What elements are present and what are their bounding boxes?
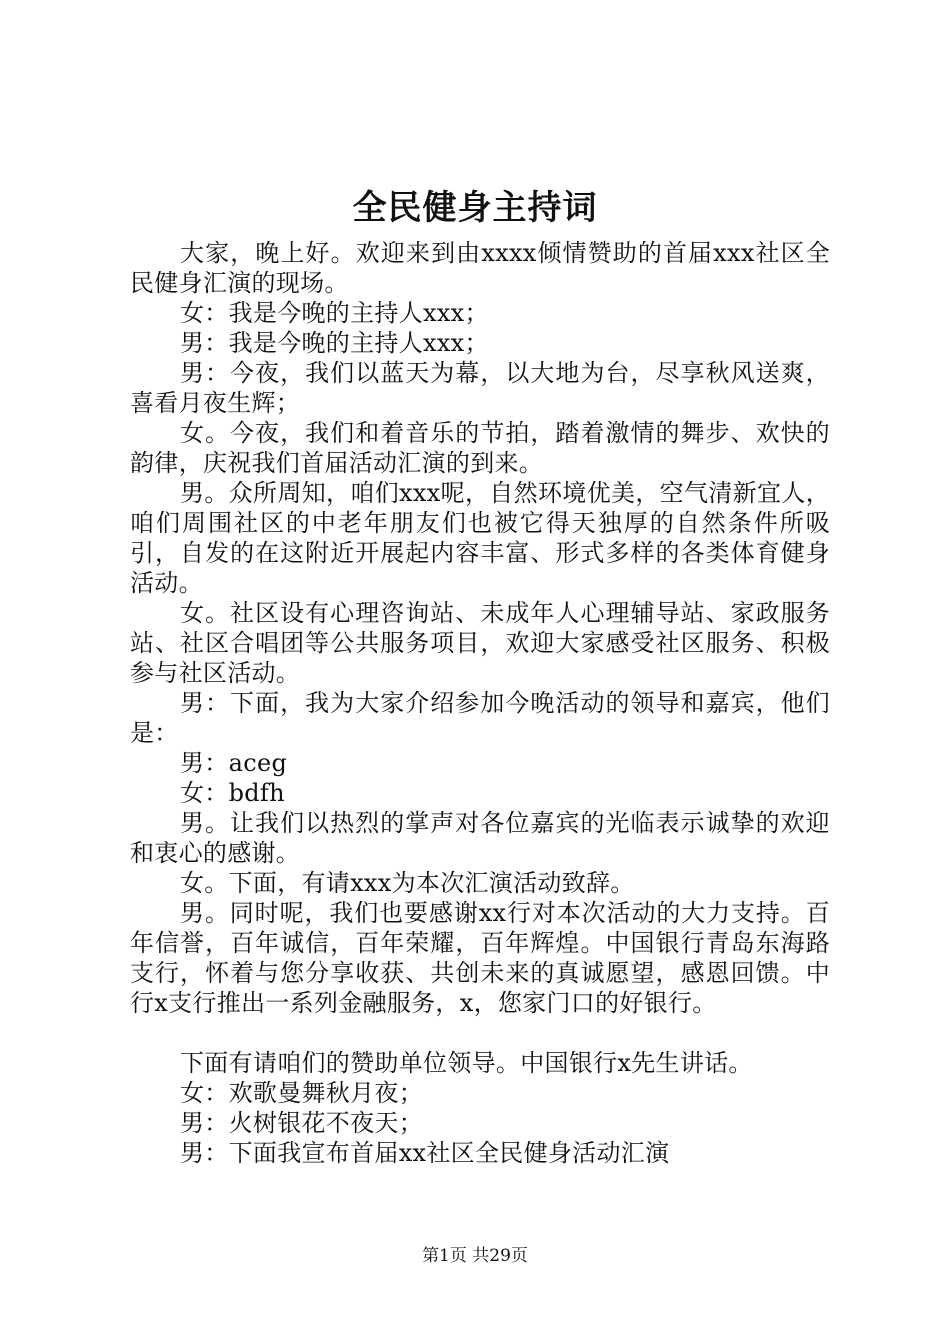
document-title: 全民健身主持词 [352,188,598,228]
paragraph-sponsor-thanks: 男。同时呢，我们也要感谢xx行对本次活动的大力支持。百年信誉，百年诚信，百年荣耀，百年辉煌。中国银行青岛东海路支行，怀着与您分享收获、共创未来的真诚愿望，感恩回馈。中行x支行推出一系列金融服务，x，您家门口的好银行。 [130,899,830,1017]
document-body [130,238,830,1168]
paragraph-guests-intro: 男：下面，我为大家介绍参加今晚活动的领导和嘉宾，他们是： [130,689,830,747]
paragraph-tonight-female: 女。今夜，我们和着音乐的节拍，踏着激情的舞步、欢快的韵律，庆祝我们首届活动汇演的到来。 [130,419,830,477]
paragraph-male-host-intro: 男：我是今晚的主持人xxx； [180,329,489,357]
paragraph-tonight-male: 男：今夜，我们以蓝天为幕，以大地为台，尽享秋风送爽，喜看月夜生辉； [130,359,830,417]
paragraph-spacer [130,1018,830,1048]
paragraph-couplet-female: 女：欢歌曼舞秋月夜； [180,1079,423,1107]
paragraph-speech-invite: 女。下面，有请xxx为本次汇演活动致辞。 [180,869,635,897]
page-number-footer: 第1页 共29页 [422,1246,528,1266]
paragraph-sponsor-speech: 下面有请咱们的赞助单位领导。中国银行x先生讲话。 [180,1049,753,1077]
paragraph-applause: 男。让我们以热烈的掌声对各位嘉宾的光临表示诚挚的欢迎和衷心的感谢。 [130,809,830,867]
paragraph-couplet-male: 男：火树银花不夜天； [180,1109,423,1137]
paragraph-opening: 大家，晚上好。欢迎来到由xxxx倾情赞助的首届xxx社区全民健身汇演的现场。 [130,239,830,297]
paragraph-announcement: 男：下面我宣布首届xx社区全民健身活动汇演 [180,1139,670,1167]
paragraph-community-services: 女。社区设有心理咨询站、未成年人心理辅导站、家政服务站、社区合唱团等公共服务项目，欢迎大家感受社区服务、积极参与社区活动。 [130,599,830,687]
paragraph-guests-male: 男：aceg [180,749,288,777]
paragraph-environment: 男。众所周知，咱们xxx呢，自然环境优美，空气清新宜人，咱们周围社区的中老年朋友们也被它得天独厚的自然条件所吸引，自发的在这附近开展起内容丰富、形式多样的各类体育健身活动。 [130,479,830,597]
paragraph-guests-female: 女：bdfh [180,779,285,807]
paragraph-female-host-intro: 女：我是今晚的主持人xxx； [180,299,489,327]
